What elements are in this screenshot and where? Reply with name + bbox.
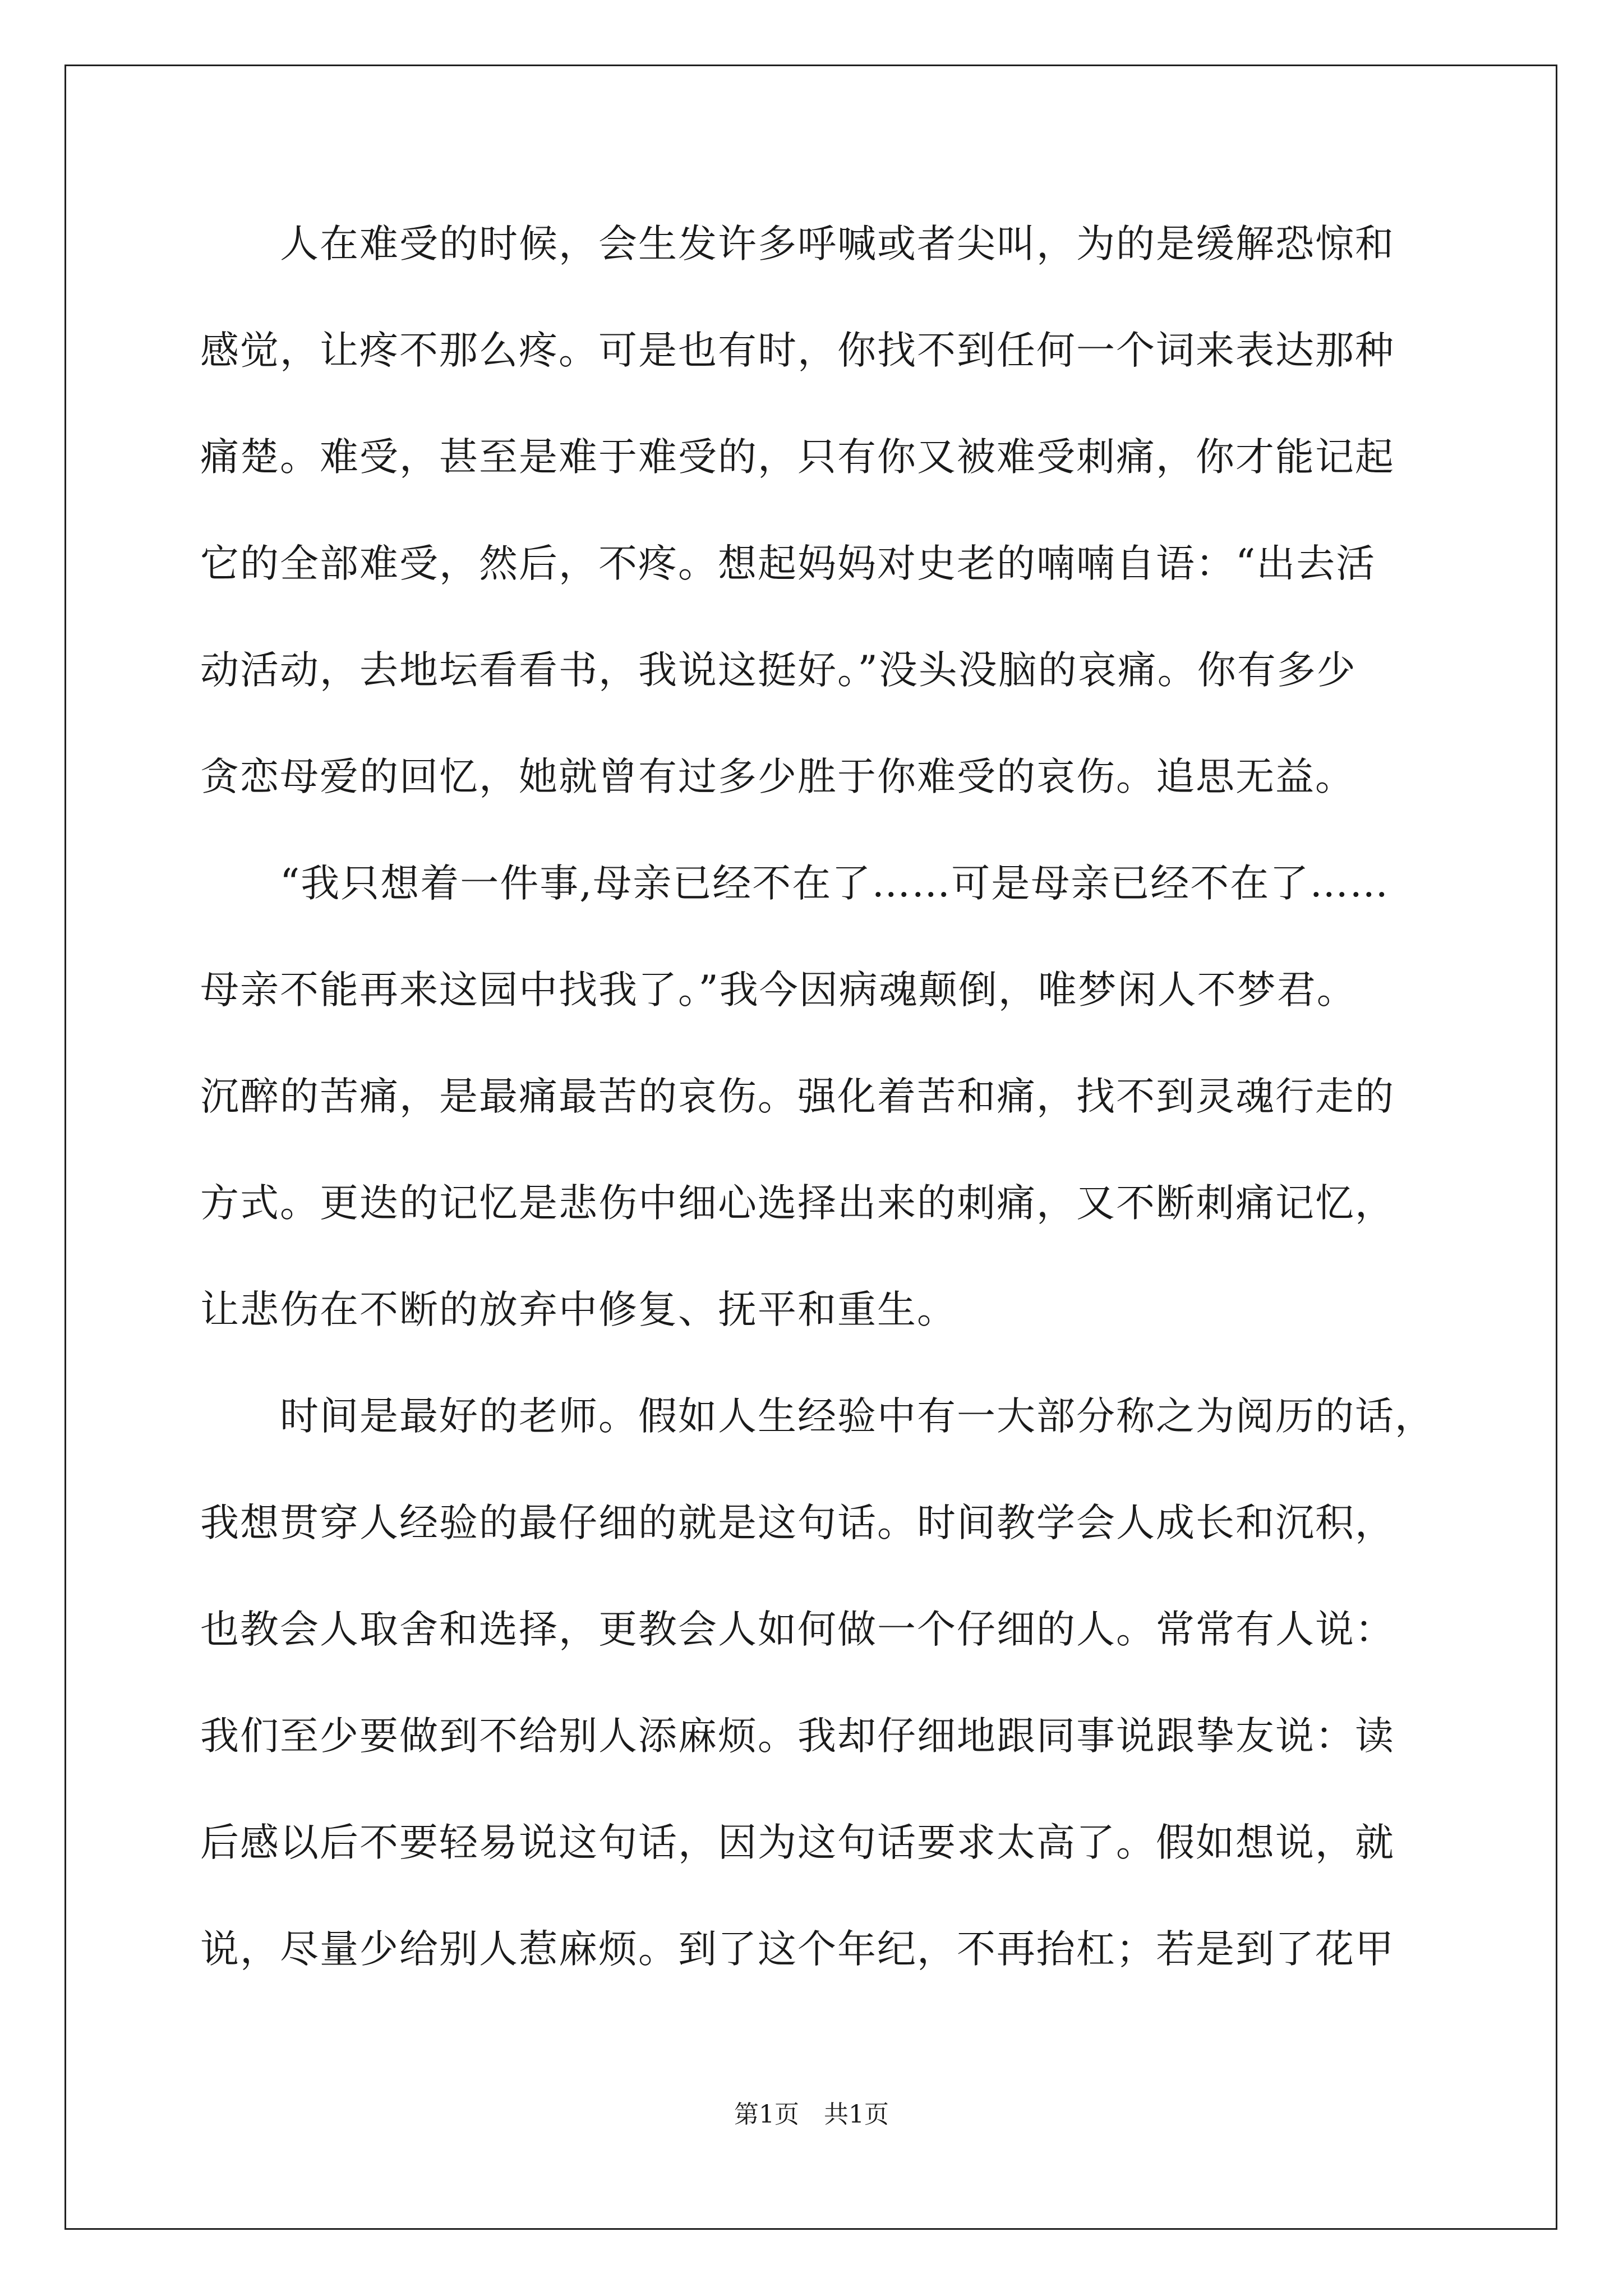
- text-line: 它的全部难受，然后，不疼。想起妈妈对史老的喃喃自语：“出去活: [200, 541, 1376, 586]
- text-line: 让悲伤在不断的放弃中修复、抚平和重生。: [200, 1287, 957, 1332]
- text-line: 也教会人取舍和选择，更教会人如何做一个仔细的人。常常有人说：: [200, 1607, 1395, 1652]
- text-line: 时间是最好的老师。假如人生经验中有一大部分称之为阅历的话，: [200, 1394, 1435, 1439]
- text-line: 动活动，去地坛看看书，我说这挺好。”没头没脑的哀痛。你有多少: [200, 648, 1357, 693]
- text-line: 沉醉的苦痛，是最痛最苦的哀伤。强化着苦和痛，找不到灵魂行走的: [200, 1074, 1395, 1119]
- text-line: 痛楚。难受，甚至是难于难受的，只有你又被难受刺痛，你才能记起: [200, 435, 1395, 480]
- text-line: 说，尽量少给别人惹麻烦。到了这个年纪，不再抬杠；若是到了花甲: [200, 1927, 1395, 1972]
- text-line: 母亲不能再来这园中找我了。”我今因病魂颠倒，唯梦闲人不梦君。: [200, 968, 1357, 1013]
- text-line: 后感以后不要轻易说这句话，因为这句话要求太高了。假如想说，就: [200, 1820, 1395, 1865]
- page-border: [64, 65, 1557, 2230]
- text-line: 方式。更迭的记忆是悲伤中细心选择出来的刺痛，又不断刺痛记忆，: [200, 1181, 1395, 1226]
- text-line: 贪恋母爱的回忆，她就曾有过多少胜于你难受的哀伤。追思无益。: [200, 754, 1355, 799]
- text-line: 感觉，让疼不那么疼。可是也有时，你找不到任何一个词来表达那种: [200, 328, 1395, 373]
- text-line: 我想贯穿人经验的最仔细的就是这句话。时间教学会人成长和沉积，: [200, 1501, 1395, 1545]
- text-line: “我只想着一件事,母亲已经不在了……可是母亲已经不在了……: [200, 861, 1390, 906]
- page-number-footer: 第1页 共1页: [734, 2100, 889, 2129]
- text-line: 人在难受的时候，会生发许多呼喊或者尖叫，为的是缓解恐惊和: [200, 222, 1395, 266]
- text-line: 我们至少要做到不给别人添麻烦。我却仔细地跟同事说跟挚友说：读: [200, 1714, 1395, 1759]
